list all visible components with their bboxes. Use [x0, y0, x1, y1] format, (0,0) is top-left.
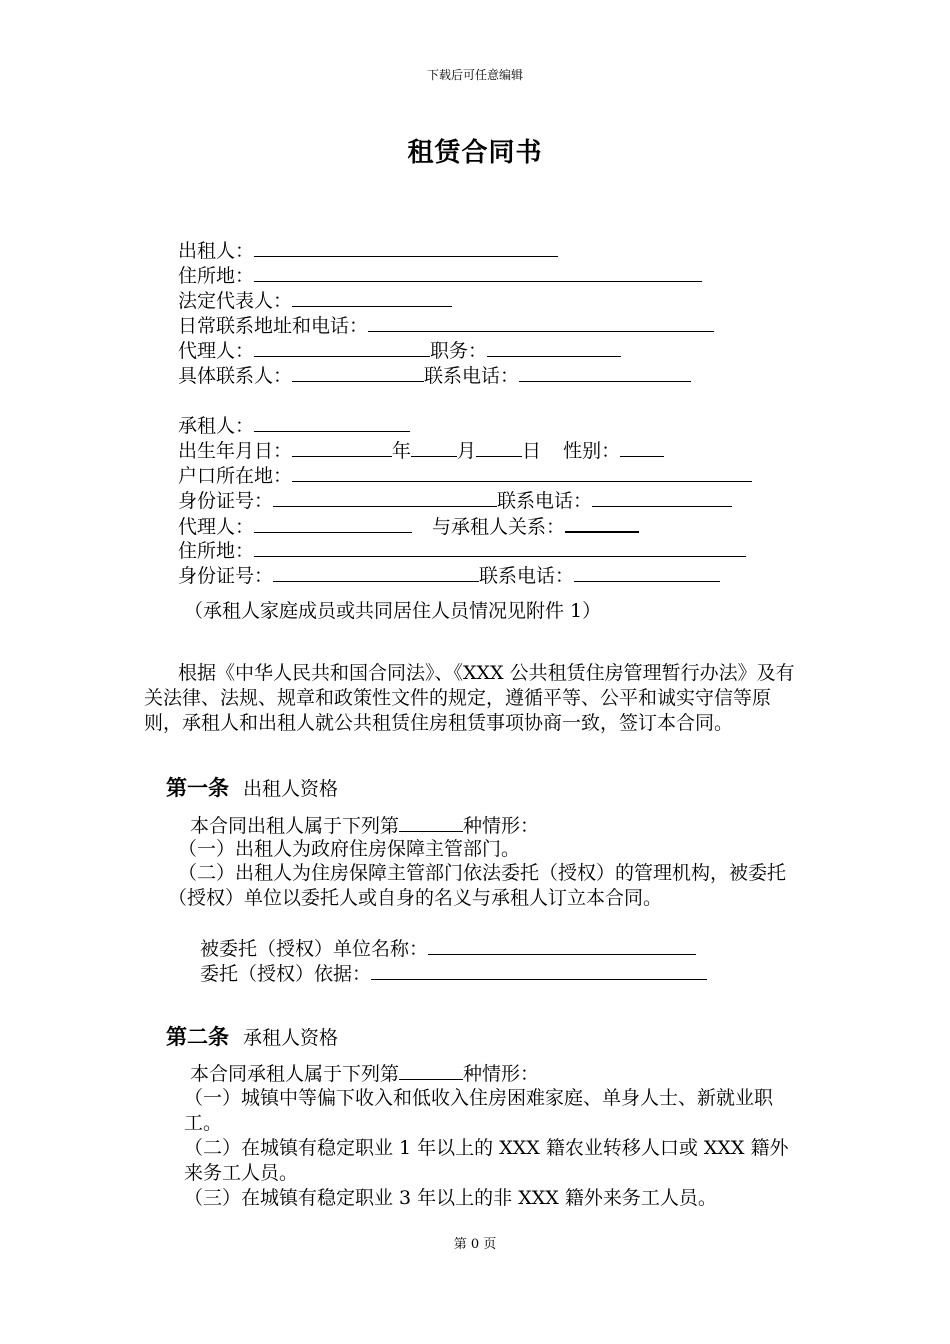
birth-month-blank[interactable]: [411, 438, 457, 457]
entrusted-name-label: 被委托（授权）单位名称：: [200, 938, 429, 960]
intro-paragraph: 根据《中华人民共和国合同法》、《XXX 公共租赁住房管理暂行办法》及有关法律、法规、规章和政策性文件的规定，遵循平等、公平和诚实守信等原则，承租人和出租人就公共租赁住房租赁事项协商一致，签订本合同。: [144, 662, 795, 734]
article1-item1: （一）出租人为政府住房保障主管部门。: [178, 838, 521, 860]
article1-lead-pre: 本合同出租人属于下列第: [190, 815, 400, 837]
article2-number: 第二条: [166, 1024, 229, 1049]
relation-label: 与承租人关系：: [432, 516, 566, 538]
lessee-phone-label-2: 联系电话：: [479, 565, 575, 587]
article1-number: 第一条: [166, 775, 229, 800]
article2-lead-pre: 本合同承租人属于下列第: [190, 1063, 400, 1085]
id-label-2: 身份证号：: [178, 565, 274, 587]
article2-item3: （三）在城镇有稳定职业 3 年以上的非 XXX 籍外来务工人员。: [184, 1187, 717, 1209]
phone-blank[interactable]: [519, 363, 691, 382]
article2-case-blank[interactable]: [399, 1061, 463, 1080]
article1-case-blank[interactable]: [399, 813, 463, 832]
legal-rep-line: [178, 288, 452, 314]
lessee-phone-blank-2[interactable]: [574, 563, 720, 582]
article2-item1: （一）城镇中等偏下收入和低收入住房困难家庭、单身人士、新就业职工。: [184, 1087, 774, 1134]
article1-heading: [166, 772, 338, 802]
article2-item2: （二）在城镇有稳定职业 1 年以上的 XXX 籍农业转移人口或 XXX 籍外来务工人员。: [184, 1137, 789, 1184]
page-header: 下载后可任意编辑: [426, 68, 523, 82]
daily-contact-line: [178, 313, 714, 339]
position-blank[interactable]: [487, 338, 621, 357]
birth-day-blank[interactable]: [476, 438, 522, 457]
lessee-line: [178, 413, 410, 439]
entrusted-basis-label: 委托（授权）依据：: [200, 963, 372, 985]
article1-lead: [190, 813, 539, 839]
id-line-2: [178, 563, 720, 589]
agent-label: 代理人：: [178, 340, 255, 362]
contract-title: 租赁合同书: [407, 138, 543, 168]
position-label: 职务：: [430, 340, 488, 362]
entrusted-basis-line: [200, 961, 707, 987]
family-note: （承租人家庭成员或共同居住人员情况见附件 1）: [184, 600, 602, 622]
lessee-address-blank[interactable]: [254, 538, 746, 557]
lessee-agent-line: [178, 513, 639, 540]
daily-contact-label: 日常联系地址和电话：: [178, 315, 369, 337]
article2-lead: [190, 1061, 539, 1087]
contact-person-blank[interactable]: [292, 363, 424, 382]
daily-contact-blank[interactable]: [368, 313, 714, 332]
id-blank-2[interactable]: [273, 563, 479, 582]
lessee-agent-label: 代理人：: [178, 516, 255, 538]
article2-name: 承租人资格: [243, 1027, 339, 1049]
birth-year-blank[interactable]: [292, 438, 392, 457]
article1-item2: （二）出租人为住房保障主管部门依法委托（授权）的管理机构，被委托（授权）单位以委托人或自身的名义与承租人订立本合同。: [168, 862, 787, 909]
month-label: 月: [457, 440, 477, 462]
lessor-line: [178, 238, 558, 264]
article1-lead-post: 种情形：: [463, 815, 540, 837]
article2-lead-post: 种情形：: [463, 1063, 540, 1085]
relation-blank[interactable]: [565, 513, 639, 533]
hukou-blank[interactable]: [292, 463, 752, 482]
entrusted-name-line: [200, 936, 696, 962]
birth-line: [178, 438, 664, 464]
phone-label: 联系电话：: [424, 365, 520, 387]
lessee-label: 承租人：: [178, 415, 255, 437]
lessee-agent-blank[interactable]: [254, 514, 412, 533]
page-footer: 第 0 页: [453, 1237, 497, 1252]
agent-blank[interactable]: [254, 338, 430, 357]
year-label: 年: [392, 440, 412, 462]
contact-person-label: 具体联系人：: [178, 365, 293, 387]
legal-rep-label: 法定代表人：: [178, 290, 293, 312]
hukou-label: 户口所在地：: [178, 465, 293, 487]
article2-heading: [166, 1021, 338, 1051]
lessor-blank[interactable]: [254, 238, 558, 257]
entrusted-name-blank[interactable]: [428, 936, 696, 955]
lessor-address-blank[interactable]: [254, 263, 702, 282]
agent-line: [178, 338, 621, 364]
lessee-phone-blank[interactable]: [592, 488, 732, 507]
gender-blank[interactable]: [620, 438, 664, 457]
hukou-line: [178, 463, 752, 489]
lessee-phone-label: 联系电话：: [497, 490, 593, 512]
lessee-blank[interactable]: [254, 413, 410, 432]
id-line: [178, 488, 732, 514]
id-label: 身份证号：: [178, 490, 274, 512]
birth-label: 出生年月日：: [178, 440, 293, 462]
legal-rep-blank[interactable]: [292, 288, 452, 307]
gender-label: 性别：: [563, 440, 621, 462]
day-label: 日: [522, 440, 542, 462]
article1-name: 出租人资格: [243, 778, 339, 800]
id-blank[interactable]: [273, 488, 497, 507]
lessor-label: 出租人：: [178, 240, 255, 262]
address-label: 住所地：: [178, 265, 255, 287]
contact-person-line: [178, 363, 691, 389]
entrusted-basis-blank[interactable]: [371, 961, 707, 980]
lessor-address-line: [178, 263, 702, 289]
lessee-address-line: [178, 538, 746, 564]
lessee-address-label: 住所地：: [178, 540, 255, 562]
